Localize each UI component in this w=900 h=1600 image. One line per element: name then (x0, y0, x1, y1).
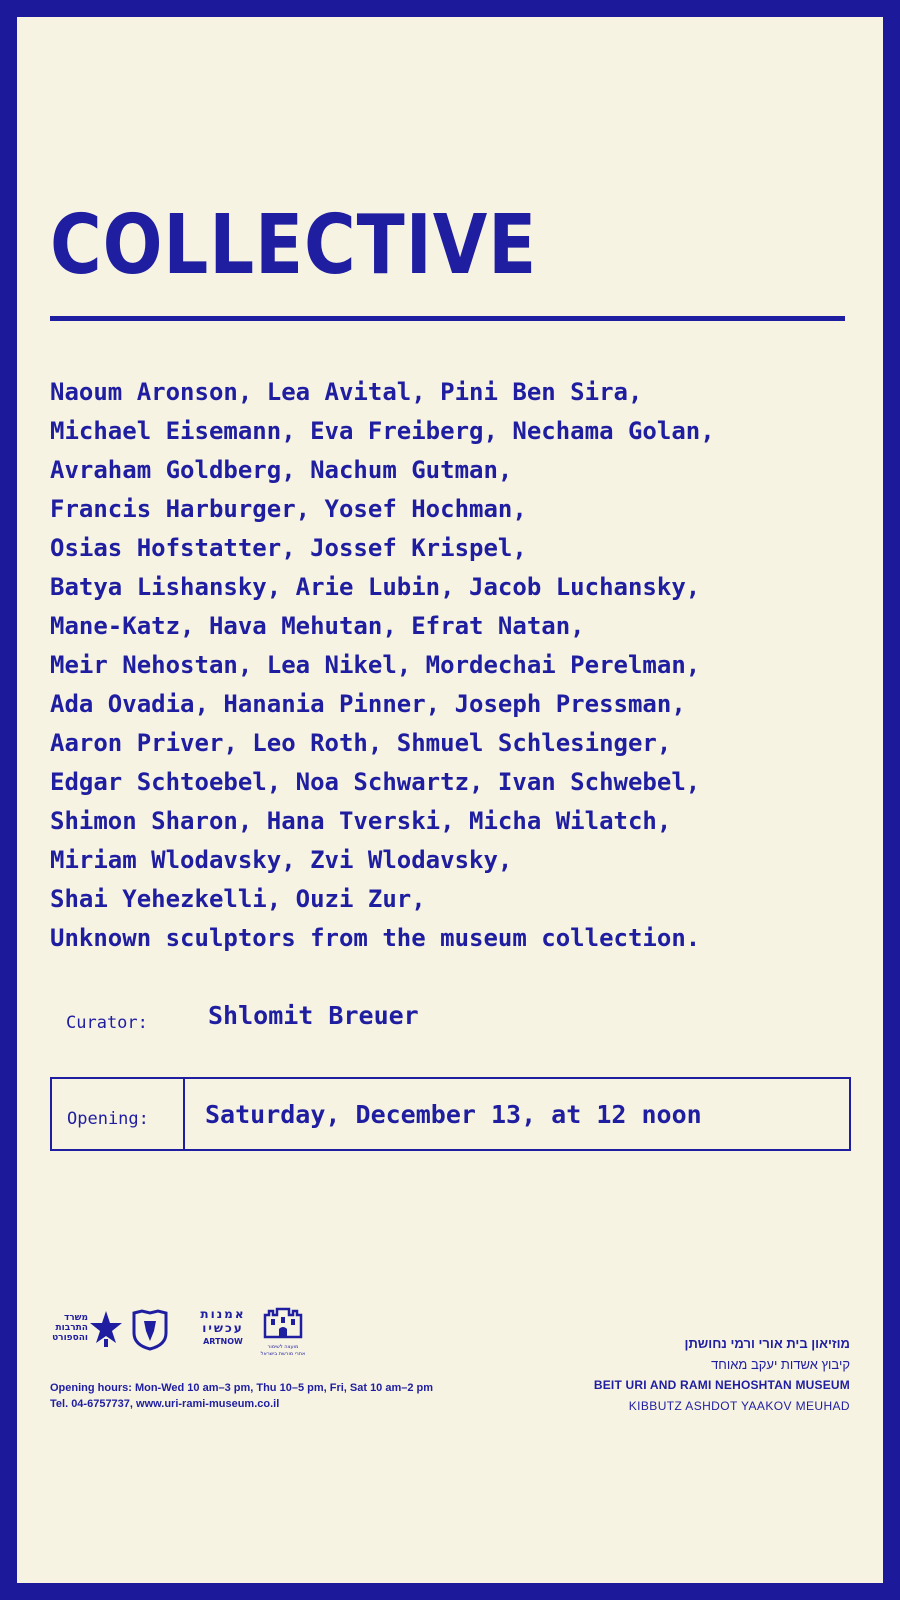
museum-name-english: BEIT URI AND RAMI NEHOSHTAN MUSEUM (593, 1378, 850, 1392)
kibbutz-name-english: KIBBUTZ ASHDOT YAAKOV MEUHAD (628, 1399, 850, 1413)
artnow-logo (198, 1307, 248, 1346)
artist-line: Aaron Priver, Leo Roth, Shmuel Schlesinger, (50, 729, 672, 757)
artist-line: Unknown sculptors from the museum collection. (50, 924, 701, 952)
opening-label: Opening: (67, 1109, 149, 1129)
artnow-english: ARTNOW (203, 1337, 243, 1346)
artnow-hebrew-line: אמנות (200, 1307, 246, 1321)
opening-date: Saturday, December 13, at 12 noon (205, 1100, 702, 1129)
ministry-logo-line: והספורט (52, 1333, 88, 1343)
ministry-culture-logo (50, 1313, 88, 1343)
ministry-logo-line: התרבות (55, 1323, 88, 1333)
council-shield-icon (130, 1309, 170, 1355)
artist-line: Francis Harburger, Yosef Hochman, (50, 495, 527, 523)
star-emblem-icon (88, 1309, 124, 1353)
museum-info (594, 1333, 850, 1417)
opening-divider (183, 1079, 185, 1149)
museum-name-hebrew: מוזיאון בית אורי ורמי נחושתן (684, 1336, 850, 1351)
artist-line: Batya Lishansky, Arie Lubin, Jacob Luchansky, (50, 573, 701, 601)
heritage-council-logo (258, 1307, 308, 1357)
artnow-hebrew-line: עכשיו (202, 1321, 244, 1335)
castle-caption-line: מועצה לשימור (267, 1344, 299, 1350)
artist-line: Naoum Aronson, Lea Avital, Pini Ben Sira, (50, 378, 643, 406)
contact-info: Tel. 04-6757737, www.uri-rami-museum.co.il (50, 1398, 280, 1410)
artist-line: Shimon Sharon, Hana Tverski, Micha Wilatch, (50, 807, 672, 835)
ministry-logo-line: משרד (63, 1313, 88, 1323)
poster (17, 17, 883, 1583)
castle-icon (263, 1307, 303, 1339)
opening-box (50, 1077, 851, 1151)
artist-line: Edgar Schtoebel, Noa Schwartz, Ivan Schwebel, (50, 768, 701, 796)
kibbutz-name-hebrew: קיבוץ אשדות יעקב מאוחד (711, 1357, 850, 1372)
artist-line: Ada Ovadia, Hanania Pinner, Joseph Pressman, (50, 690, 686, 718)
artist-line: Osias Hofstatter, Jossef Krispel, (50, 534, 527, 562)
artist-line: Avraham Goldberg, Nachum Gutman, (50, 456, 513, 484)
title-divider (50, 316, 845, 321)
artist-line: Michael Eisemann, Eva Freiberg, Nechama Golan, (50, 417, 715, 445)
artist-line: Meir Nehostan, Lea Nikel, Mordechai Perelman, (50, 651, 701, 679)
curator-name: Shlomit Breuer (208, 1001, 419, 1030)
artist-list (50, 373, 865, 958)
exhibition-title: COLLECTIVE (50, 198, 538, 293)
artist-line: Mane-Katz, Hava Mehutan, Efrat Natan, (50, 612, 585, 640)
opening-hours: Opening hours: Mon-Wed 10 am–3 pm, Thu 10–5 pm, Fri, Sat 10 am–2 pm (50, 1382, 434, 1394)
curator-label: Curator: (66, 1013, 148, 1033)
artist-line: Shai Yehezkelli, Ouzi Zur, (50, 885, 426, 913)
visitor-info (50, 1380, 433, 1412)
castle-caption-line: אתרי מורשת בישראל (260, 1351, 306, 1357)
artist-line: Miriam Wlodavsky, Zvi Wlodavsky, (50, 846, 513, 874)
